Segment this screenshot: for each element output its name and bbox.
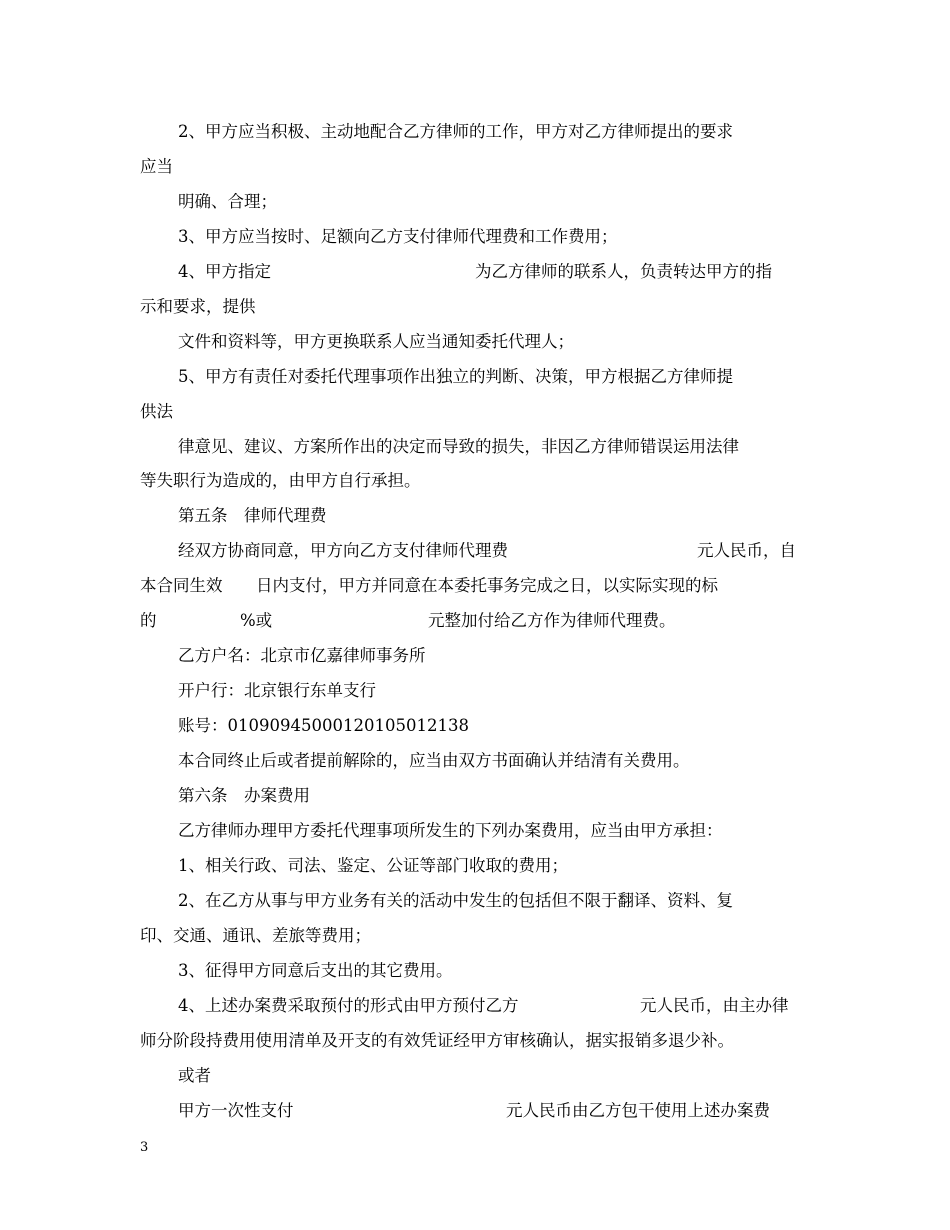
- article-5-p1-line-1b: 元人民币，自: [697, 541, 796, 560]
- clause-5-line-2: 供法: [140, 402, 173, 421]
- article-6-item-4-line-1a: 4、上述办案费采取预付的形式由甲方预付乙方: [178, 996, 519, 1015]
- settlement-text: 本合同终止后或者提前解除的，应当由双方书面确认并结清有关费用。: [178, 751, 690, 770]
- article-6-item-4-line-2: 师分阶段持费用使用清单及开支的有效凭证经甲方审核确认，据实报销多退少补。: [140, 1031, 734, 1050]
- article-6-alt-line-1a: 甲方一次性支付: [178, 1101, 294, 1120]
- clause-4-line-2: 示和要求，提供: [140, 297, 256, 316]
- bank-name: 开户行：北京银行东单支行: [178, 681, 376, 700]
- article-6-heading: 第六条 办案费用: [178, 786, 310, 805]
- clause-2-line-1: 2、甲方应当积极、主动地配合乙方律师的工作，甲方对乙方律师提出的要求: [178, 122, 733, 141]
- clause-5-line-1: 5、甲方有责任对委托代理事项作出独立的判断、决策，甲方根据乙方律师提: [178, 367, 733, 386]
- article-6-item-3: 3、征得甲方同意后支出的其它费用。: [178, 961, 453, 980]
- article-6-alt-line-1b: 元人民币由乙方包干使用上述办案费: [506, 1101, 770, 1120]
- account-number: 账号：01090945000120105012138: [178, 716, 469, 735]
- article-5-p1-line-2b: 日内支付，甲方并同意在本委托事务完成之日，以实际实现的标: [256, 576, 718, 595]
- clause-5-line-4: 等失职行为造成的，由甲方自行承担。: [140, 471, 421, 490]
- clause-2-line-3: 明确、合理；: [178, 192, 277, 211]
- page-number: 3: [140, 1140, 149, 1155]
- clause-4-line-1a: 4、甲方指定: [178, 262, 271, 281]
- clause-4-line-3: 文件和资料等，甲方更换联系人应当通知委托代理人；: [178, 332, 574, 351]
- clause-3: 3、甲方应当按时、足额向乙方支付律师代理费和工作费用；: [178, 227, 618, 246]
- clause-5-line-3: 律意见、建议、方案所作出的决定而导致的损失，非因乙方律师错误运用法律: [178, 437, 739, 456]
- article-6-item-2-line-1: 2、在乙方从事与甲方业务有关的活动中发生的包括但不限于翻译、资料、复: [178, 891, 733, 910]
- article-6-item-2-line-2: 印、交通、通讯、差旅等费用；: [140, 926, 371, 945]
- article-6-item-1: 1、相关行政、司法、鉴定、公证等部门收取的费用；: [178, 856, 568, 875]
- article-6-or: 或者: [178, 1066, 211, 1085]
- article-5-heading: 第五条 律师代理费: [178, 506, 327, 525]
- article-5-p1-line-2a: 本合同生效: [140, 576, 223, 595]
- article-5-p1-line-1a: 经双方协商同意，甲方向乙方支付律师代理费: [178, 541, 508, 560]
- article-6-item-4-line-1b: 元人民币，由主办律: [640, 996, 789, 1015]
- article-6-intro: 乙方律师办理甲方委托代理事项所发生的下列办案费用，应当由甲方承担：: [178, 821, 723, 840]
- clause-2-line-2: 应当: [140, 157, 173, 176]
- clause-4-line-1b: 为乙方律师的联系人，负责转达甲方的指: [475, 262, 772, 281]
- article-5-p1-line-3a: 的: [140, 611, 157, 630]
- article-5-p1-line-3b: %或: [240, 611, 273, 630]
- account-name: 乙方户名：北京市亿嘉律师事务所: [178, 646, 426, 665]
- article-5-p1-line-3c: 元整加付给乙方作为律师代理费。: [428, 611, 676, 630]
